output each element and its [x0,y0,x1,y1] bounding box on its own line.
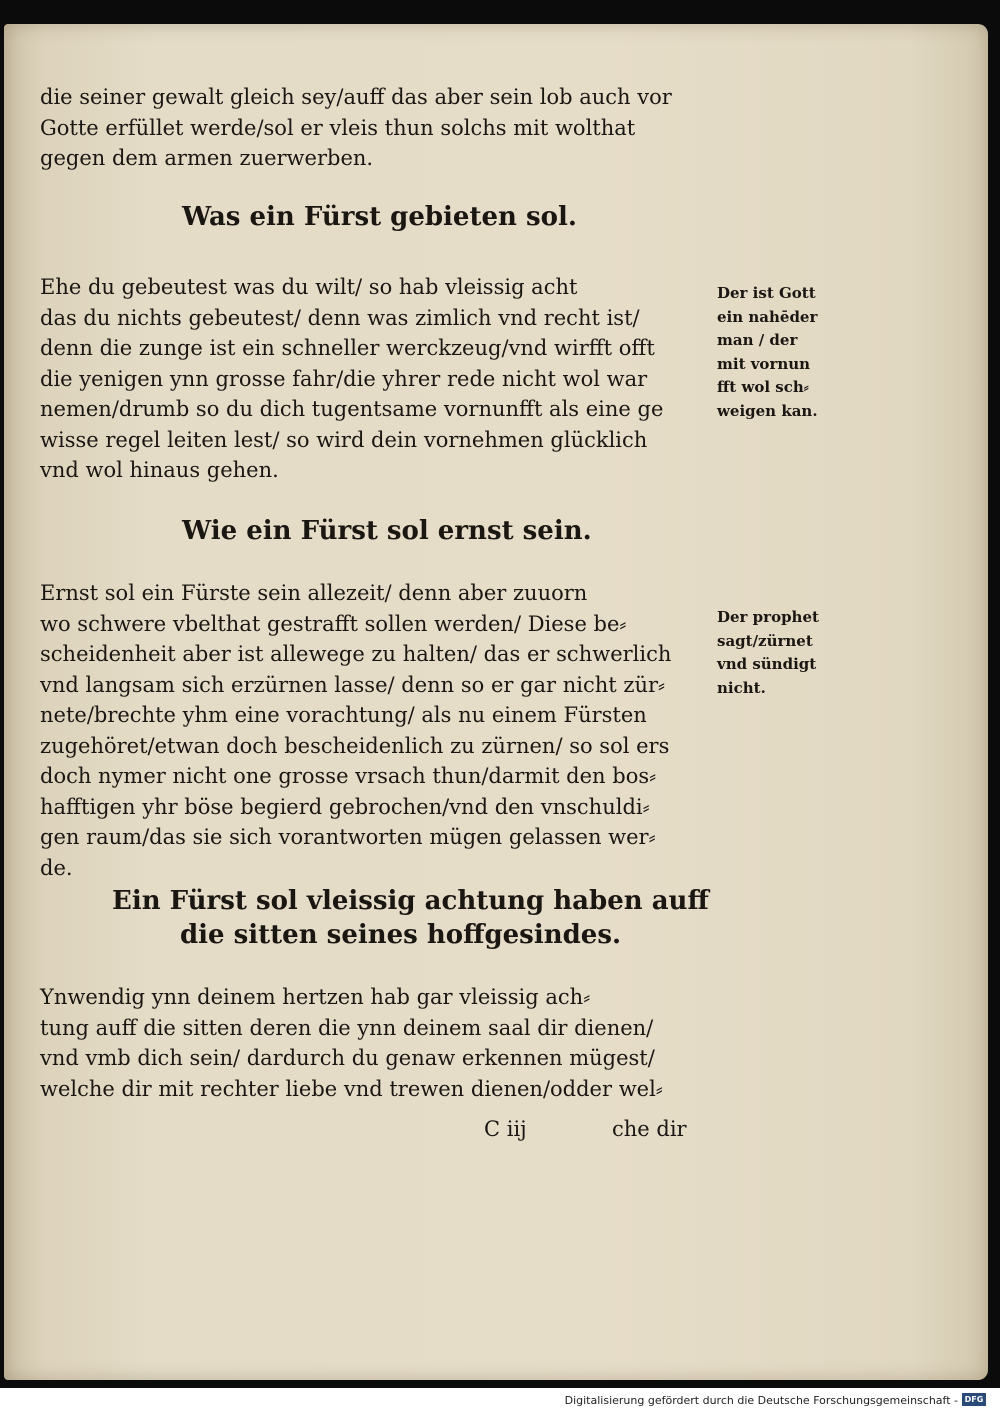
heading-line: die sitten seines hoffgesindes. [180,920,622,950]
margin-line: ein nahēder [717,307,818,326]
margin-line: fft wol sch⸗ [717,378,809,396]
text-line: gen raum/das sie sich vorantworten mügen gelassen wer⸗ [40,825,656,849]
text-line: zugehöret/etwan doch bescheidenlich zu zürnen/ so sol ers [40,733,670,758]
text-line: Ynwendig ynn deinem hertzen hab gar vleissig ach⸗ [40,985,591,1009]
margin-line: Der prophet [717,608,819,626]
text-line: vnd wol hinaus gehen. [40,458,279,482]
margin-line: weigen kan. [717,401,818,420]
footer-credit: Digitalisierung gefördert durch die Deutsche Forschungsgemeinschaft - [564,1394,958,1407]
text-line: de. [40,855,73,880]
margin-line: Der ist Gott [717,284,816,302]
text-line: nemen/drumb so du dich tugentsame vornunfft als eine ge [40,397,664,421]
signature-mark: C iij [484,1117,527,1141]
margin-line: vnd sündigt [717,655,817,673]
text-line: scheidenheit aber ist allewege zu halten/ das er schwerlich [40,642,672,666]
section-1-paragraph [40,272,708,486]
text-line: wisse regel leiten lest/ so wird dein vornehmen glücklich [40,427,648,452]
margin-line: mit vornun [717,354,811,373]
text-line: die yenigen ynn grosse fahr/die yhrer rede nicht wol war [40,366,648,391]
text-line: welche dir mit rechter liebe vnd trewen dienen/odder wel⸗ [40,1076,663,1101]
text-line: vnd vmb dich sein/ dardurch du genaw erkennen mügest/ [40,1046,655,1070]
text-line: hafftigen yhr böse begierd gebrochen/vnd den vnschuldi⸗ [40,794,650,819]
text-line: doch nymer nicht one grosse vrsach thun/darmit den bos⸗ [40,764,657,788]
text-line: gegen dem armen zuerwerben. [40,146,374,170]
text-line: Ehe du gebeutest was du wilt/ so hab vleissig acht [40,275,578,299]
section-2-paragraph [40,578,708,883]
margin-note-1 [717,282,847,423]
catchword: che dir [612,1117,687,1141]
heading-line: Ein Fürst sol vleissig achtung haben auff [112,886,709,916]
text-line: nete/brechte yhm eine vorachtung/ als nu einem Fürsten [40,703,647,727]
text-line: vnd langsam sich erzürnen lasse/ denn so er gar nicht zür⸗ [40,672,666,697]
margin-note-2 [717,606,847,700]
section-heading-3 [112,884,709,952]
margin-line: sagt/zürnet [717,631,813,650]
section-3-paragraph [40,982,708,1104]
margin-line: nicht. [717,678,766,697]
dfg-logo-icon: DFG [962,1393,986,1406]
text-line: die seiner gewalt gleich sey/auff das aber sein lob auch vor [40,85,672,109]
text-line: tung auff die sitten deren die ynn deinem saal dir dienen/ [40,1015,654,1040]
text-line: Ernst sol ein Fürste sein allezeit/ denn aber zuuorn [40,581,588,605]
text-line: denn die zunge ist ein schneller werckzeug/vnd wirfft offt [40,336,655,360]
text-line: wo schwere vbelthat gestrafft sollen werden/ Diese be⸗ [40,611,627,636]
margin-line: man / der [717,331,798,349]
section-heading-1: Was ein Fürst gebieten sol. [182,202,577,232]
section-heading-2: Wie ein Fürst sol ernst sein. [182,516,592,546]
text-line: das du nichts gebeutest/ denn was zimlich vnd recht ist/ [40,305,640,330]
text-line: Gotte erfüllet werde/sol er vleis thun solchs mit wolthat [40,115,636,140]
intro-paragraph [40,82,708,174]
